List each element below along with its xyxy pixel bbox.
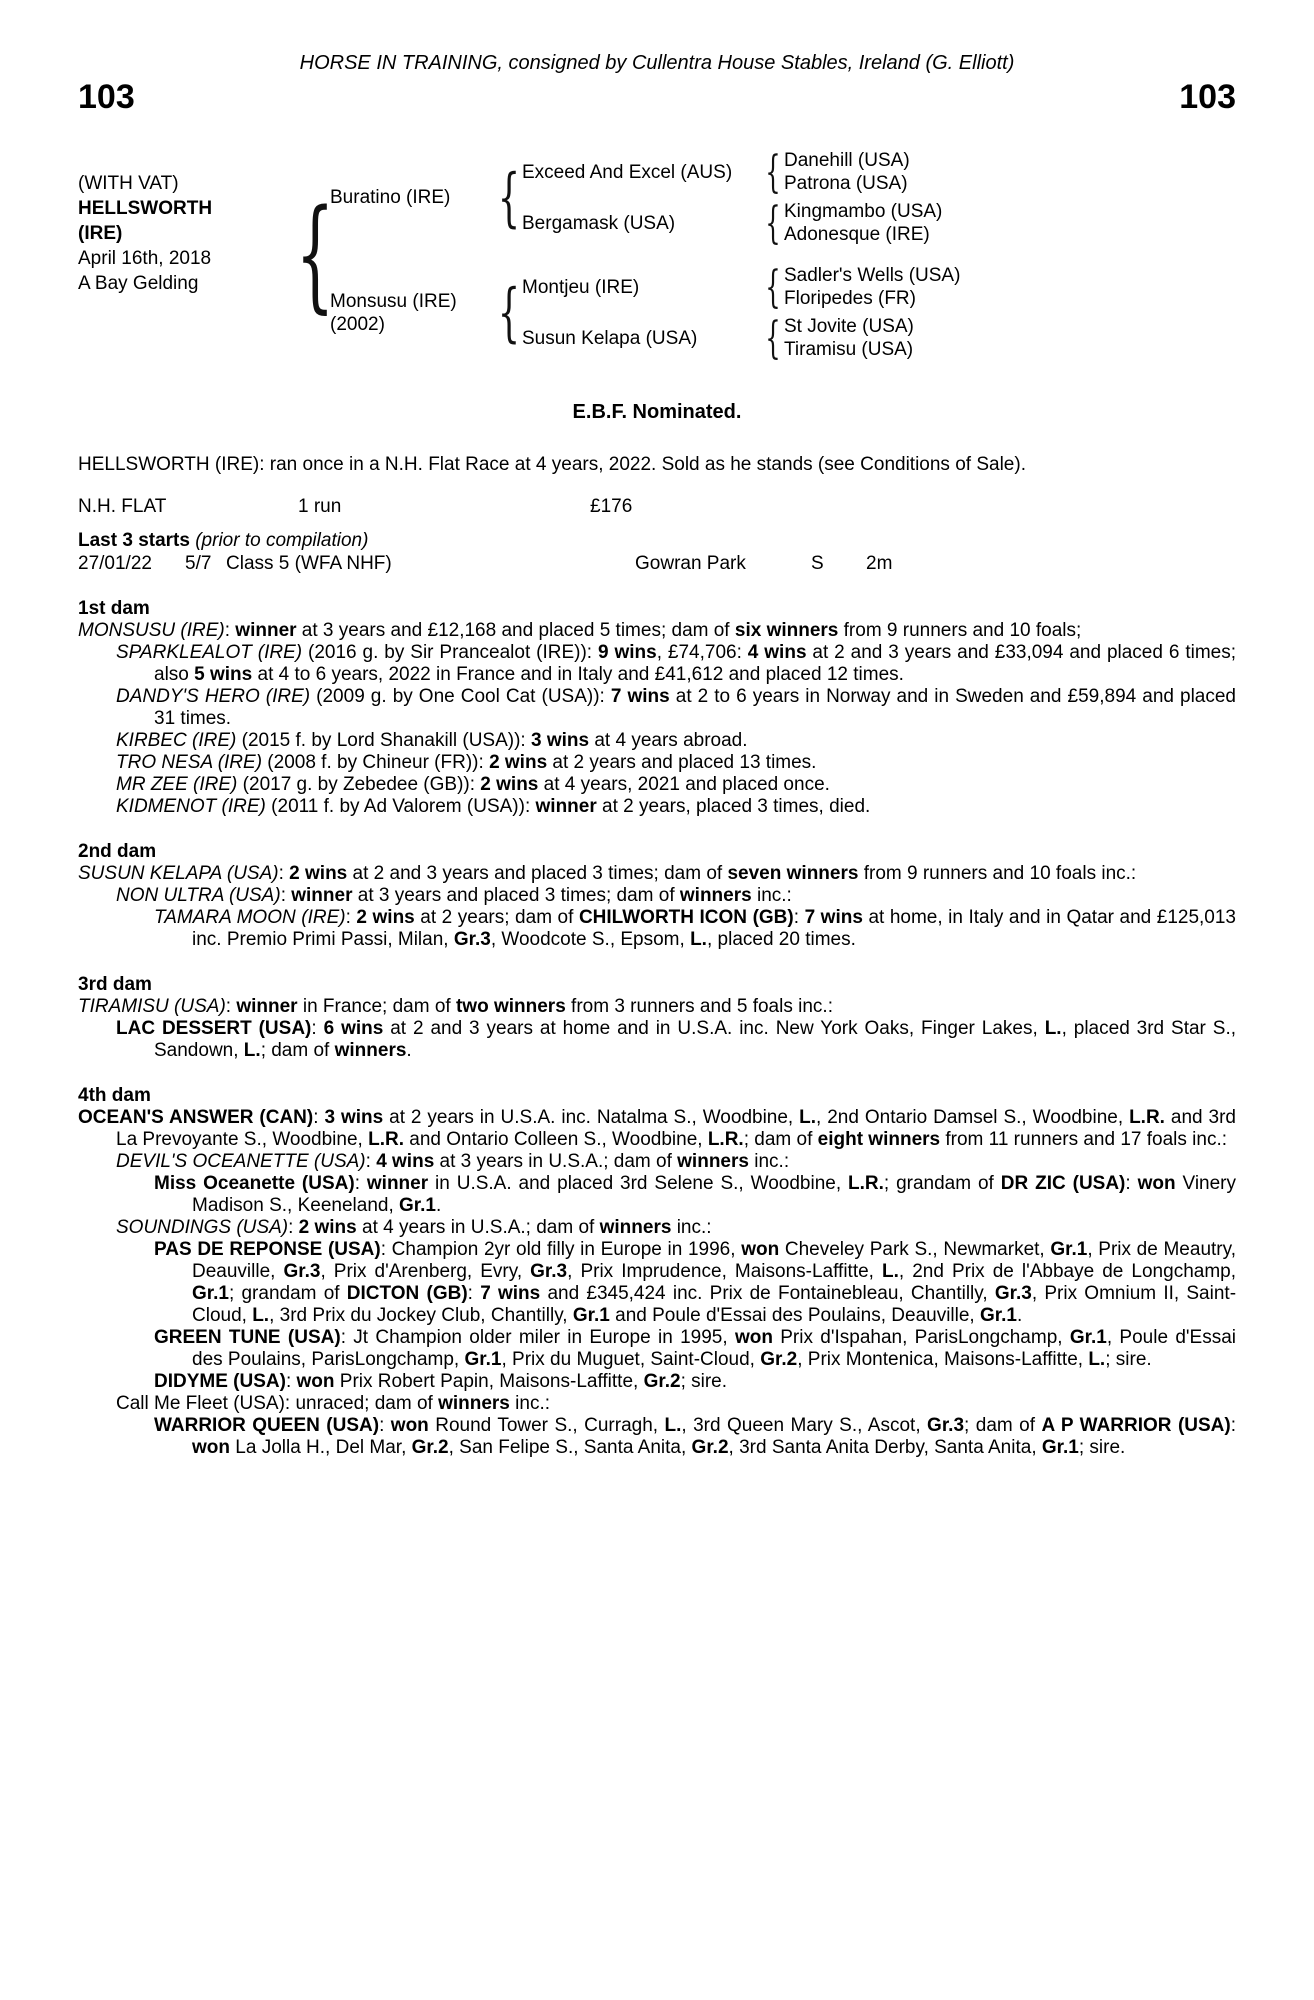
catalog-paragraph: LAC DESSERT (USA): 6 wins at 2 and 3 years at home and in U.S.A. inc. New York Oaks, Finger Lakes, L., placed 3rd Star S., Sandown, L.; dam of winners. [116,1018,1237,1061]
text-segment: won [192,1437,230,1458]
catalog-paragraph: GREEN TUNE (USA): Jt Champion older miler in Europe in 1995, won Prix d'Ispahan, ParisLongchamp, Gr.1, Poule d'Essai des Poulains, ParisLongchamp, Gr.1, Prix du Muguet, Saint-Cloud, Gr.2, Prix Montenica, Maisons-Laffitte, L.; sire. [154,1327,1236,1370]
race-class: Class 5 (WFA NHF) [226,553,392,574]
race-runs: 1 run [298,496,342,517]
text-segment: DICTON (GB) [346,1283,468,1304]
text-segment: 2 wins [289,863,348,884]
race-position: 5/7 [185,553,212,574]
catalog-body [78,598,1236,1459]
sire-dam-dam-name: Adonesque (IRE) [784,224,930,245]
text-segment: CHILWORTH ICON (GB) [578,907,794,928]
dam-dam-sire-name: St Jovite (USA) [784,316,914,337]
text-segment: Gr.1 [572,1305,610,1326]
horse-name [78,196,300,246]
catalog-paragraph: OCEAN'S ANSWER (CAN): 3 wins at 2 years in U.S.A. inc. Natalma S., Woodbine, L., 2nd Ontario Damsel S., Woodbine, L.R. and 3rd La Prevoyante S., Woodbine, L.R. and Ontario Colleen S., Woodbine, L.R.; dam of eight winners from 11 runners and 17 foals inc.: [78,1107,1236,1150]
catalog-paragraph: SPARKLEALOT (IRE) (2016 g. by Sir Prancealot (IRE)): 9 wins, £74,706: 4 wins at 2 and 3 years and £33,094 and placed 6 times; also 5 wins at 4 to 6 years, 2022 in France and in Italy and £41,612 and placed 12 times. [116,642,1237,685]
sire-name [330,186,496,209]
text-segment: GREEN TUNE (USA) [154,1327,341,1348]
text-segment: DR ZIC (USA) [1000,1173,1126,1194]
text-segment: L. [664,1415,682,1436]
text-segment: won [734,1327,773,1348]
dam-sire-brace-icon: { [765,261,781,313]
dam-dam-brace-icon: { [765,312,781,364]
dam-section-heading: 1st dam [78,598,150,619]
last-starts-label-row [78,530,1236,552]
catalog-paragraph: DIDYME (USA): won Prix Robert Papin, Maisons-Laffitte, Gr.2; sire. [154,1371,728,1392]
race-record-summary [78,496,1236,518]
text-segment: DEVIL'S OCEANETTE (USA) [116,1151,366,1172]
sire-half [330,146,960,249]
sire-brace-icon: { [497,160,521,235]
text-segment: 3 wins [531,730,590,751]
last-starts-label: Last 3 starts [78,530,190,551]
catalog-paragraph: HELLSWORTH (IRE): ran once in a N.H. Flat Race at 4 years, 2022. Sold as he stands (see Conditions of Sale). [78,454,1026,475]
text-segment: winners [679,885,752,906]
text-segment: MR ZEE (IRE) [116,774,238,795]
sire-dam-block [522,197,943,249]
text-segment: winner [291,885,353,906]
text-segment: L. [882,1261,899,1282]
text-segment: PAS DE REPONSE (USA) [154,1239,381,1260]
text-segment: DIDYME (USA) [154,1371,286,1392]
text-segment: 9 wins [598,642,657,663]
sire-dam-sire-name: Kingmambo (USA) [784,201,943,222]
lot-number-left: 103 [78,78,135,116]
text-segment: Gr.1 [399,1195,437,1216]
lot-number-right: 103 [1179,78,1236,116]
horse-description: A Bay Gelding [78,273,199,294]
text-segment: L. [799,1107,817,1128]
text-segment: L. [690,929,707,950]
text-segment: six winners [734,620,839,641]
text-segment: L.R. [1129,1107,1165,1128]
sire-dam-brace-icon: { [765,197,781,249]
sire-dam-name: Bergamask (USA) [522,212,676,234]
dam-sire-block [522,261,961,313]
text-segment: LAC DESSERT (USA) [116,1018,312,1039]
sire-sire-sire-name: Danehill (USA) [784,150,910,171]
text-segment: seven winners [727,863,859,884]
text-segment: eight winners [817,1129,941,1150]
text-segment: TRO NESA (IRE) [116,752,263,773]
catalog-paragraph: NON ULTRA (USA): winner at 3 years and placed 3 times; dam of winners inc.: [116,885,792,906]
catalog-paragraph: TRO NESA (IRE) (2008 f. by Chineur (FR)): 2 wins at 2 years and placed 13 times. [116,752,817,773]
ebf-nominated-line: E.B.F. Nominated. [572,401,742,423]
text-segment: 3 wins [324,1107,384,1128]
text-segment: Miss Oceanette (USA) [154,1173,355,1194]
dam-sire-sire-name: Sadler's Wells (USA) [784,265,961,286]
catalog-paragraph: SOUNDINGS (USA): 2 wins at 4 years in U.S.A.; dam of winners inc.: [116,1217,712,1238]
dam-sire-dam-name: Floripedes (FR) [784,288,916,309]
dam-dam-dam-name: Tiramisu (USA) [784,339,914,360]
text-segment: 4 wins [747,642,807,663]
text-segment: won [296,1371,335,1392]
sire-sire-dam-name: Patrona (USA) [784,173,908,194]
catalog-paragraph: TAMARA MOON (IRE): 2 wins at 2 years; dam of CHILWORTH ICON (GB): 7 wins at home, in Italy and in Qatar and £125,013 inc. Premio Primi Passi, Milan, Gr.3, Woodcote S., Epsom, L., placed 20 times. [154,907,1236,950]
text-segment: L.R. [848,1173,884,1194]
text-segment: OCEAN'S ANSWER (CAN) [78,1107,314,1128]
race-going: S [811,553,824,574]
text-segment: 2 wins [356,907,415,928]
text-segment: TIRAMISU (USA) [78,996,226,1017]
text-segment: winners [599,1217,672,1238]
text-segment: MONSUSU (IRE) [78,620,225,641]
race-result-row [78,553,1236,575]
sire-sire-brace-icon: { [765,146,781,198]
foal-date: April 16th, 2018 [78,248,212,269]
text-segment: Gr.2 [411,1437,449,1458]
catalog-paragraph: MONSUSU (IRE): winner at 3 years and £12,168 and placed 5 times; dam of six winners from 9 runners and 10 foals; [78,620,1082,641]
dam-name [330,290,496,336]
text-segment: Gr.1 [464,1349,502,1370]
race-category: N.H. FLAT [78,496,167,517]
dam-dam-name: Susun Kelapa (USA) [522,327,698,349]
pedigree-block [78,146,1236,364]
pedigree-brace-icon: { [295,183,335,325]
text-segment: KIRBEC (IRE) [116,730,237,751]
consignor-line: HORSE IN TRAINING, consigned by Cullentra House Stables, Ireland (G. Elliott) [299,52,1015,74]
dam-name-text: Monsusu (IRE) [330,290,457,312]
text-segment: winners [438,1393,510,1414]
sire-sire-name: Exceed And Excel (AUS) [522,161,733,183]
sire-sire-block [522,146,942,198]
text-segment: TAMARA MOON (IRE) [154,907,346,928]
dam-dam-block [522,312,960,364]
text-segment: L.R. [707,1129,744,1150]
text-segment: Gr.1 [1050,1239,1088,1260]
text-segment: 6 wins [323,1018,384,1039]
dam-section-heading: 2nd dam [78,841,157,862]
horse-name-line2: (IRE) [78,223,123,244]
text-segment: L. [1088,1349,1106,1370]
catalog-paragraph: TIRAMISU (USA): winner in France; dam of two winners from 3 runners and 5 foals inc.: [78,996,833,1017]
text-segment: Gr.3 [283,1261,321,1282]
text-segment: won [390,1415,429,1436]
text-segment: winner [535,796,597,817]
dam-section-heading: 3rd dam [78,974,152,995]
intro-paragraph-container [78,454,1236,476]
text-segment: Gr.2 [643,1371,681,1392]
text-segment: Gr.3 [927,1415,965,1436]
text-segment: WARRIOR QUEEN (USA) [154,1415,380,1436]
race-date: 27/01/22 [78,553,152,574]
text-segment: L. [243,1040,261,1061]
catalog-paragraph: DEVIL'S OCEANETTE (USA): 4 wins at 3 years in U.S.A.; dam of winners inc.: [116,1151,790,1172]
text-segment: Gr.1 [1069,1327,1107,1348]
text-segment: winners [677,1151,749,1172]
horse-details [78,149,300,296]
text-segment: 2 wins [489,752,548,773]
text-segment: SOUNDINGS (USA) [116,1217,289,1238]
text-segment: Gr.3 [530,1261,568,1282]
text-segment: L. [1044,1018,1062,1039]
text-segment: winner [235,620,297,641]
text-segment: L. [252,1305,270,1326]
dam-section-heading: 4th dam [78,1085,151,1106]
text-segment: NON ULTRA (USA) [116,885,281,906]
text-segment: winners [334,1040,407,1061]
catalog-paragraph: Miss Oceanette (USA): winner in U.S.A. and placed 3rd Selene S., Woodbine, L.R.; grandam of DR ZIC (USA): won Vinery Madison S., Keeneland, Gr.1. [154,1173,1236,1216]
text-segment: won [1137,1173,1176,1194]
text-segment: Gr.2 [760,1349,798,1370]
text-segment: winner [366,1173,429,1194]
catalog-paragraph: MR ZEE (IRE) (2017 g. by Zebedee (GB)): 2 wins at 4 years, 2021 and placed once. [116,774,830,795]
text-segment: two winners [455,996,566,1017]
text-segment: 7 wins [610,686,670,707]
text-segment: L.R. [368,1129,404,1150]
catalog-paragraph: KIRBEC (IRE) (2015 f. by Lord Shanakill (USA)): 3 wins at 4 years abroad. [116,730,748,751]
dam-brace-icon: { [497,275,521,350]
vat-status: (WITH VAT) [78,173,179,194]
text-segment: 4 wins [376,1151,435,1172]
text-segment: 2 wins [480,774,539,795]
text-segment: SUSUN KELAPA (USA) [78,863,279,884]
race-course: Gowran Park [635,553,746,574]
dam-year-text: (2002) [330,313,385,335]
last-starts-note: (prior to compilation) [189,530,369,551]
pedigree-tree [330,146,961,364]
race-earnings: £176 [590,496,633,517]
text-segment: Gr.3 [994,1283,1032,1304]
last-starts-block [78,530,1236,575]
text-segment: 7 wins [480,1283,541,1304]
text-segment: Gr.1 [980,1305,1017,1326]
catalog-paragraph: WARRIOR QUEEN (USA): won Round Tower S., Curragh, L., 3rd Queen Mary S., Ascot, Gr.3; dam of A P WARRIOR (USA): won La Jolla H., Del Mar, Gr.2, San Felipe S., Santa Anita, Gr.2, 3rd Santa Anita Derby, Santa Anita, Gr.1; sire. [154,1415,1237,1458]
text-segment: KIDMENOT (IRE) [116,796,266,817]
text-segment: Gr.1 [192,1283,229,1304]
text-segment: DANDY'S HERO (IRE) [116,686,311,707]
text-segment: Gr.1 [1041,1437,1079,1458]
text-segment: won [741,1239,780,1260]
text-segment: Gr.2 [691,1437,729,1458]
text-segment: Gr.3 [453,929,491,950]
dam-half [330,261,961,364]
lot-number-row [78,79,1236,115]
sire-name-text: Buratino (IRE) [330,187,451,208]
text-segment: 2 wins [298,1217,357,1238]
horse-name-line1: HELLSWORTH [78,198,213,219]
dam-sire-name: Montjeu (IRE) [522,276,640,298]
catalog-paragraph: Call Me Fleet (USA): unraced; dam of winners inc.: [116,1393,551,1414]
catalog-paragraph: SUSUN KELAPA (USA): 2 wins at 2 and 3 years and placed 3 times; dam of seven winners from 9 runners and 10 foals inc.: [78,863,1137,884]
text-segment: 7 wins [804,907,863,928]
text-segment: A P WARRIOR (USA) [1041,1415,1231,1436]
text-segment: 5 wins [194,664,253,685]
catalog-paragraph: KIDMENOT (IRE) (2011 f. by Ad Valorem (USA)): winner at 2 years, placed 3 times, died. [116,796,871,817]
text-segment: SPARKLEALOT (IRE) [116,642,303,663]
text-segment: winner [236,996,298,1017]
catalog-paragraph: PAS DE REPONSE (USA): Champion 2yr old filly in Europe in 1996, won Cheveley Park S., Newmarket, Gr.1, Prix de Meautry, Deauville, Gr.3, Prix d'Arenberg, Evry, Gr.3, Prix Imprudence, Maisons-Laffitte, L., 2nd Prix de l'Abbaye de Longchamp, Gr.1; grandam of DICTON (GB): 7 wins and £345,424 inc. Prix de Fontainebleau, Chantilly, Gr.3, Prix Omnium II, Saint-Cloud, L., 3rd Prix du Jockey Club, Chantilly, Gr.1 and Poule d'Essai des Poulains, Deauville, Gr.1. [154,1239,1237,1326]
catalog-paragraph: DANDY'S HERO (IRE) (2009 g. by One Cool Cat (USA)): 7 wins at 2 to 6 years in Norway and in Sweden and £59,894 and placed 31 times. [116,686,1236,729]
race-distance: 2m [866,553,893,574]
